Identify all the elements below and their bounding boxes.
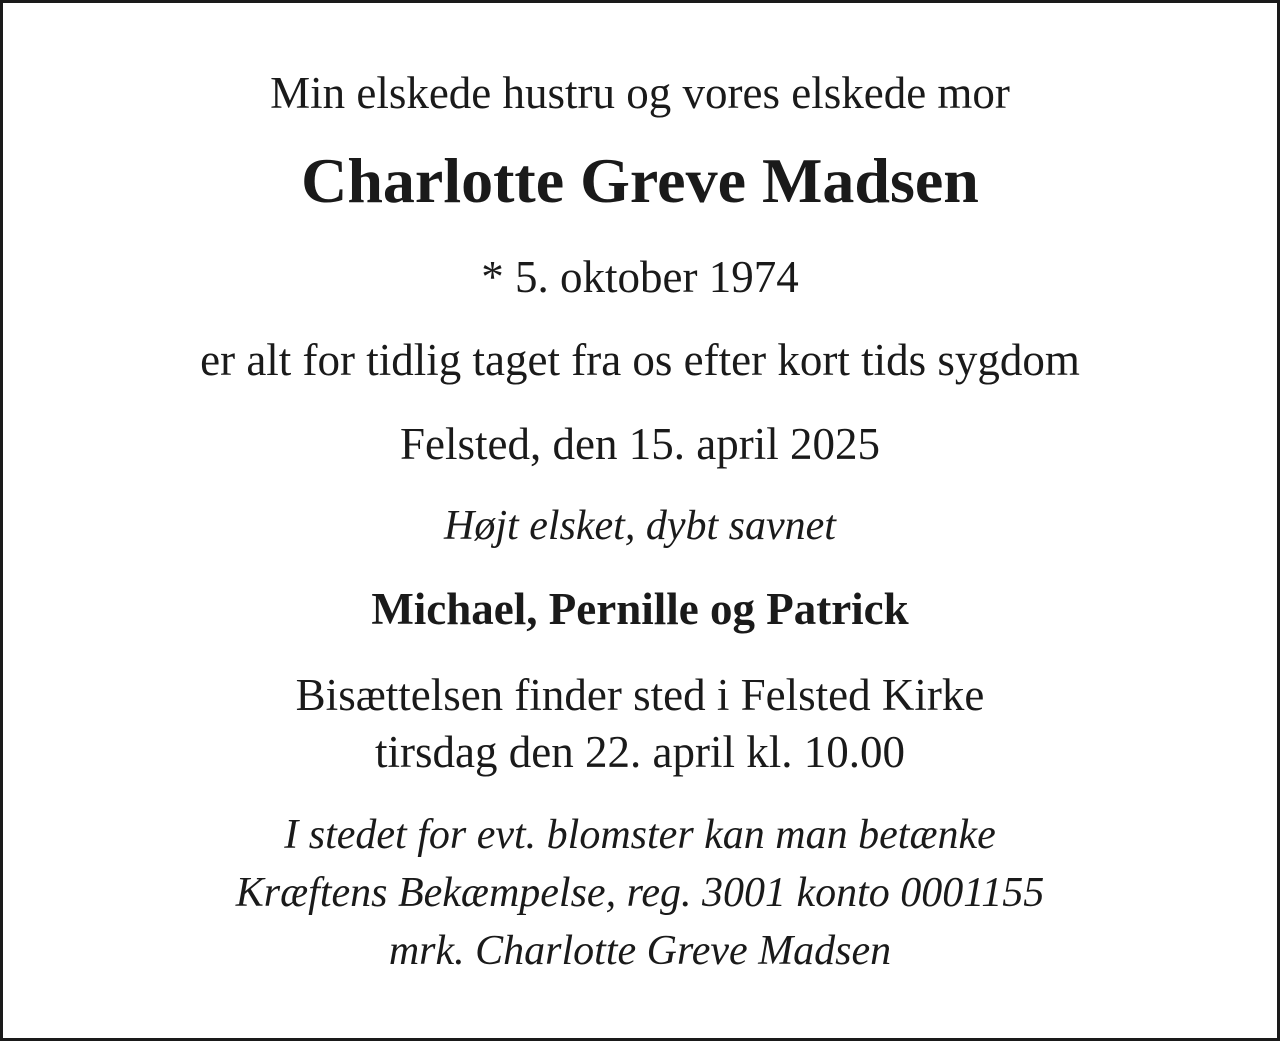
- funeral-time: tirsdag den 22. april kl. 10.00: [375, 727, 905, 777]
- funeral-location: Bisættelsen finder sted i Felsted Kirke: [295, 670, 985, 720]
- passing-statement: er alt for tidlig taget fra os efter kort tids sygdom: [200, 335, 1080, 385]
- donation-line-1: I stedet for evt. blomster kan man betænke: [284, 812, 996, 858]
- deceased-name: Charlotte Greve Madsen: [301, 145, 979, 216]
- place-and-date: Felsted, den 15. april 2025: [400, 419, 880, 469]
- donation-line-3: mrk. Charlotte Greve Madsen: [388, 928, 892, 974]
- memorial-phrase: Højt elsket, dybt savnet: [444, 503, 836, 549]
- family-names: Michael, Pernille og Patrick: [371, 584, 909, 634]
- intro-text: Min elskede hustru og vores elskede mor: [270, 68, 1010, 118]
- birth-date: * 5. oktober 1974: [481, 252, 799, 302]
- donation-line-2: Kræftens Bekæmpelse, reg. 3001 konto 0001155: [235, 870, 1045, 916]
